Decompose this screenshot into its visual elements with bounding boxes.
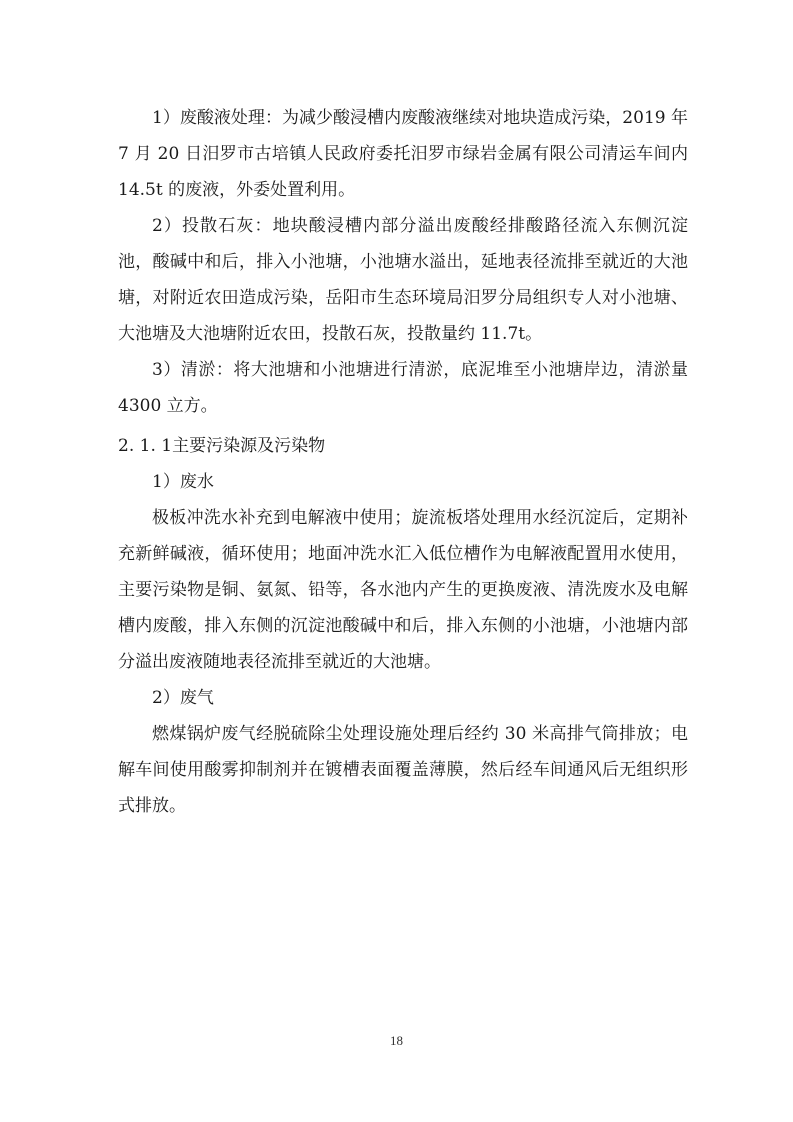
paragraph-wastewater: 极板冲洗水补充到电解液中使用；旋流板塔处理用水经沉淀后，定期补充新鲜碱液，循环使用；地面冲洗水汇入低位槽作为电解液配置用水使用，主要污染物是铜、氨氮、铅等，各水池内产生的更换废液、清洗废水及电解槽内废酸，排入东侧的沉淀池酸碱中和后，排入东侧的小池塘，小池塘内部分溢出废液随地表径流排至就近的大池塘。 <box>118 508 688 672</box>
subheading-wastewater: 1）废水 <box>152 472 214 492</box>
subheading-waste-gas: 2）废气 <box>152 688 214 708</box>
paragraph-waste-acid-treatment: 1）废酸液处理：为减少酸浸槽内废酸液继续对地块造成污染，2019 年 7 月 20 日汨罗市古培镇人民政府委托汨罗市绿岩金属有限公司清运车间内 14.5t 的废液，外委处置利用。 <box>118 108 688 200</box>
paragraph-waste-gas: 燃煤锅炉废气经脱硫除尘处理设施处理后经约 30 米高排气筒排放；电解车间使用酸雾抑制剂并在镀槽表面覆盖薄膜，然后经车间通风后无组织形式排放。 <box>118 724 688 816</box>
document-body <box>118 100 688 824</box>
section-heading: 2. 1. 1主要污染源及污染物 <box>118 436 326 456</box>
paragraph-dredging: 3）清淤：将大池塘和小池塘进行清淤，底泥堆至小池塘岸边，清淤量 4300 立方。 <box>118 360 688 416</box>
paragraph-lime-spreading: 2）投散石灰：地块酸浸槽内部分溢出废酸经排酸路径流入东侧沉淀池，酸碱中和后，排入小池塘，小池塘水溢出，延地表径流排至就近的大池塘，对附近农田造成污染，岳阳市生态环境局汨罗分局组织专人对小池塘、大池塘及大池塘附近农田，投散石灰，投散量约 11.7t。 <box>118 216 688 344</box>
page-number: 18 <box>390 1033 403 1048</box>
